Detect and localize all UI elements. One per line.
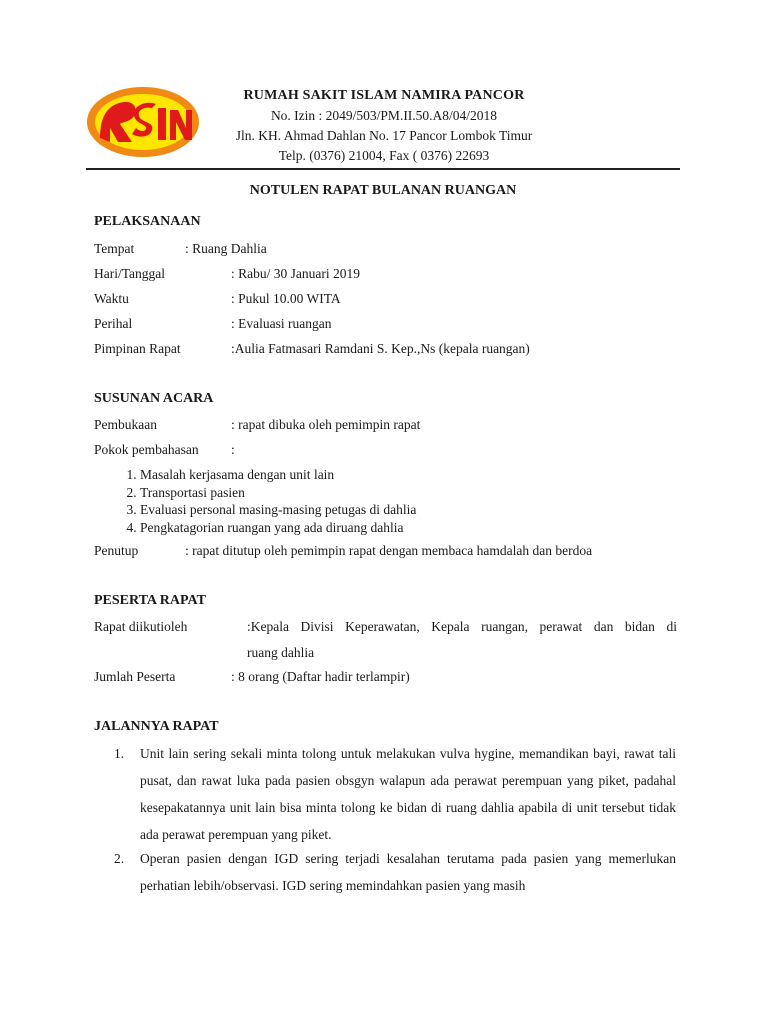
agenda-list xyxy=(94,466,416,536)
field-label-pokok-pembahasan: Pokok pembahasan xyxy=(94,442,199,457)
field-value-penutup: : rapat ditutup oleh pemimpin rapat dengan membaca hamdalah dan berdoa xyxy=(185,543,593,558)
list-item: 1. Masalah kerjasama dengan unit lain xyxy=(140,466,416,484)
field-label-waktu: Waktu xyxy=(94,291,129,306)
field-value-diikuti-line1: :Kepala Divisi Keperawatan, Kepala ruangan, perawat dan bidan di xyxy=(247,619,677,634)
field-value-waktu: : Pukul 10.00 WITA xyxy=(231,291,341,306)
field-label-pembukaan: Pembukaan xyxy=(94,417,157,432)
field-value-pimpinan: :Aulia Fatmasari Ramdani S. Kep.,Ns (kepala ruangan) xyxy=(231,341,530,356)
section-heading-peserta-rapat: PESERTA RAPAT xyxy=(94,593,206,608)
field-label-pimpinan: Pimpinan Rapat xyxy=(94,341,181,356)
field-label-tempat: Tempat xyxy=(94,241,135,256)
list-item: 2. Transportasi pasien xyxy=(140,484,416,502)
document-title: NOTULEN RAPAT BULANAN RUANGAN xyxy=(249,183,517,198)
hospital-address: Jln. KH. Ahmad Dahlan No. 17 Pancor Lombok Timur xyxy=(235,128,533,143)
field-value-tempat: : Ruang Dahlia xyxy=(185,241,267,256)
section-heading-jalannya-rapat: JALANNYA RAPAT xyxy=(94,719,219,734)
field-label-diikuti: Rapat diikutioleh xyxy=(94,619,188,634)
field-label-jumlah-peserta: Jumlah Peserta xyxy=(94,669,176,684)
hospital-logo xyxy=(86,86,200,158)
list-item: 4. Pengkatagorian ruangan yang ada diruang dahlia xyxy=(140,519,416,537)
minutes-paragraph-2: Operan pasien dengan IGD sering terjadi kesalahan terutama pada pasien yang memerlukan perhatian lebih/observasi. IGD sering memindahkan pasien yang masih xyxy=(140,851,676,893)
field-value-jumlah-peserta: : 8 orang (Daftar hadir terlampir) xyxy=(231,669,410,684)
section-heading-pelaksanaan: PELAKSANAAN xyxy=(94,214,201,229)
field-label-penutup: Penutup xyxy=(94,543,139,558)
field-value-perihal: : Evaluasi ruangan xyxy=(231,316,332,331)
field-value-diikuti-line2: ruang dahlia xyxy=(247,645,315,660)
field-label-tanggal: Hari/Tanggal xyxy=(94,266,166,281)
field-label-perihal: Perihal xyxy=(94,316,133,331)
permit-number: No. Izin : 2049/503/PM.II.50.A8/04/2018 xyxy=(270,108,498,123)
hospital-name: RUMAH SAKIT ISLAM NAMIRA PANCOR xyxy=(243,88,525,103)
list-item: 3. Evaluasi personal masing-masing petugas di dahlia xyxy=(140,501,416,519)
section-heading-susunan-acara: SUSUNAN ACARA xyxy=(94,391,214,406)
list-item-number: 2. xyxy=(114,851,125,866)
header-divider xyxy=(86,168,680,170)
field-value-pembukaan: : rapat dibuka oleh pemimpin rapat xyxy=(231,417,421,432)
letterhead xyxy=(200,86,568,166)
field-value-tanggal: : Rabu/ 30 Januari 2019 xyxy=(231,266,360,281)
minutes-paragraph-1: Unit lain sering sekali minta tolong untuk melakukan vulva hygine, memandikan bayi, rawat tali pusat, dan rawat luka pada pasien obsgyn walapun ada perawat perempuan yang piket, padahal kesepakatannya unit lain bisa minta tolong ke bidan di ruang dahlia apabila di unit tersebut tidak ada perawat perempuan yang piket. xyxy=(140,746,676,842)
field-value-pokok-pembahasan: : xyxy=(231,442,235,457)
hospital-phone: Telp. (0376) 21004, Fax ( 0376) 22693 xyxy=(278,148,490,163)
list-item-number: 1. xyxy=(114,746,125,761)
